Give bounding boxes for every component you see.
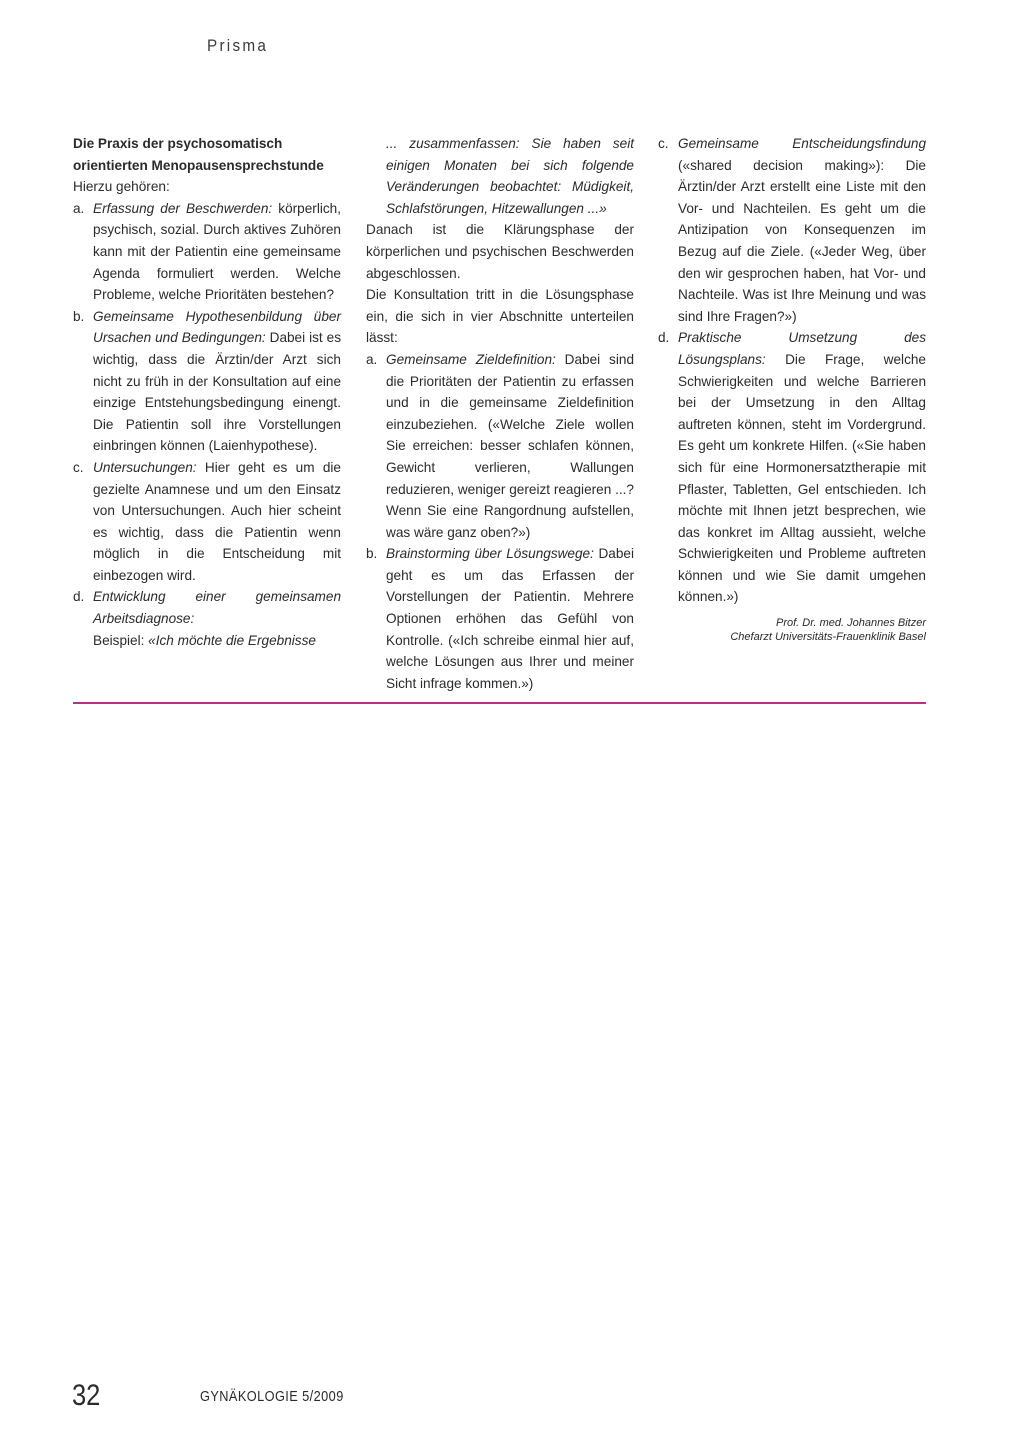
item-text: körperlich, psychisch, sozial. Durch aktives Zuhören kann mit der Patientin eine gemeinsame Agenda formuliert werden. Welche Probleme, welche Prioritäten bestehen? — [93, 200, 341, 303]
item-title: Erfassung der Beschwerden: — [93, 200, 273, 216]
section-header: Prisma — [207, 36, 269, 55]
list-letter: b. — [366, 546, 378, 562]
item-text: Die Frage, welche Schwierigkeiten und welche Barrieren bei der Umsetzung in den Alltag auftreten können, steht im Vordergrund. Es geht um konkrete Hilfen. («Sie haben sich für eine Hormonersatztherapie mit Pflaster, Tabletten, Gel entschieden. Ich möchte mit Ihnen jetzt besprechen, wie das konkret im Alltag aussieht, welche Schwierigkeiten und Probleme auftreten können und wie Sie damit umgehen können.») — [678, 351, 926, 605]
list-item — [658, 327, 926, 608]
item-title: Gemeinsame Entscheidungsfindung — [678, 136, 926, 151]
example-line — [73, 630, 341, 652]
item-text: Hier geht es um die gezielte Anamnese und um den Einsatz von Untersuchungen. Auch hier scheint es wichtig, dass die Patientin wenn möglich in die Entscheidung mit einbezogen wird. — [93, 459, 341, 583]
list-item — [658, 133, 926, 327]
author-block — [658, 616, 926, 644]
divider-rule — [73, 702, 926, 704]
journal-title: GYNÄKOLOGIE 5/2009 — [200, 1388, 344, 1405]
item-title: Untersuchungen: — [93, 459, 197, 475]
example-label: Beispiel: — [93, 632, 149, 648]
intro-text: Hierzu gehören: — [73, 179, 170, 195]
item-text: Dabei sind die Prioritäten der Patientin zu erfassen und in die gemeinsame Zieldefinition einzubeziehen. («Welche Ziele wollen Sie erreichen: besser schlafen können, Gewicht verlieren, Wallungen reduzieren, weniger gereizt reagieren ...? Wenn Sie eine Rangordnung aufstellen, was wäre ganz oben?») — [386, 351, 634, 540]
author-affiliation: Chefarzt Universitäts-Frauenklinik Basel — [730, 631, 926, 644]
paragraph: Die Konsultation tritt in die Lösungsphase ein, die sich in vier Abschnitte unterteilen lässt: — [366, 287, 634, 346]
item-title: Gemeinsame Hypothesenbildung über Ursachen und Bedingungen: — [93, 308, 341, 346]
list-item — [73, 198, 341, 306]
list-letter: d. — [658, 330, 670, 346]
list-item — [366, 349, 634, 543]
list-item — [73, 586, 341, 629]
item-text: («shared decision making»): Die Ärztin/der Arzt erstellt eine Liste mit den Vor- und Nachteilen. Es geht um die Antizipation von Konsequenzen im Bezug auf die Ziele. («Jeder Weg, über den wir gesprochen haben, hat Vor- und Nachteile. Was ist Ihre Meinung und was sind Ihre Fragen?») — [678, 157, 926, 324]
list-letter: d. — [73, 589, 85, 605]
item-title: Entwicklung einer gemeinsamen Arbeitsdiagnose: — [93, 589, 341, 627]
example-quote-continued: ... zusammenfassen: Sie haben seit einigen Monaten bei sich folgende Veränderungen beobachtet: Müdigkeit, Schlafstörungen, Hitzewallungen ...» — [386, 136, 634, 216]
column-1 — [73, 133, 341, 651]
list-item — [366, 543, 634, 694]
page-number: 32 — [72, 1379, 101, 1412]
paragraph: Danach ist die Klärungsphase der körperlichen und psychischen Beschwerden abgeschlossen. — [366, 222, 634, 281]
item-title: Praktische Umsetzung des Lösungsplans: — [678, 330, 926, 367]
item-title: Gemeinsame Zieldefinition: — [386, 351, 556, 367]
column-3 — [658, 133, 926, 644]
list-letter: a. — [73, 200, 85, 216]
article-heading: Die Praxis der psychosomatisch orientierten Menopausensprechstunde — [73, 136, 324, 173]
column-2 — [366, 133, 634, 694]
item-text: Dabei ist es wichtig, dass die Ärztin/der Arzt sich nicht zu früh in der Konsultation auf eine einzige Entstehungsbedingung einengt. Die Patientin soll ihre Vorstellungen einbringen können (Laienhypothese). — [93, 330, 341, 454]
list-letter: c. — [73, 459, 84, 475]
item-text: Dabei geht es um das Erfassen der Vorstellungen der Patientin. Mehrere Optionen erhöhen das Gefühl von Kontrolle. («Ich schreibe einmal hier auf, welche Lösungen aus Ihrer und meiner Sicht infrage kommen.») — [386, 546, 635, 691]
list-item — [73, 457, 341, 587]
list-item — [73, 306, 341, 457]
example-quote: «Ich möchte die Ergebnisse — [148, 632, 316, 648]
author-name: Prof. Dr. med. Johannes Bitzer — [776, 617, 926, 630]
list-letter: a. — [366, 351, 378, 367]
list-letter: b. — [73, 308, 85, 324]
item-title: Brainstorming über Lösungswege: — [386, 546, 594, 562]
list-letter: c. — [658, 136, 669, 151]
